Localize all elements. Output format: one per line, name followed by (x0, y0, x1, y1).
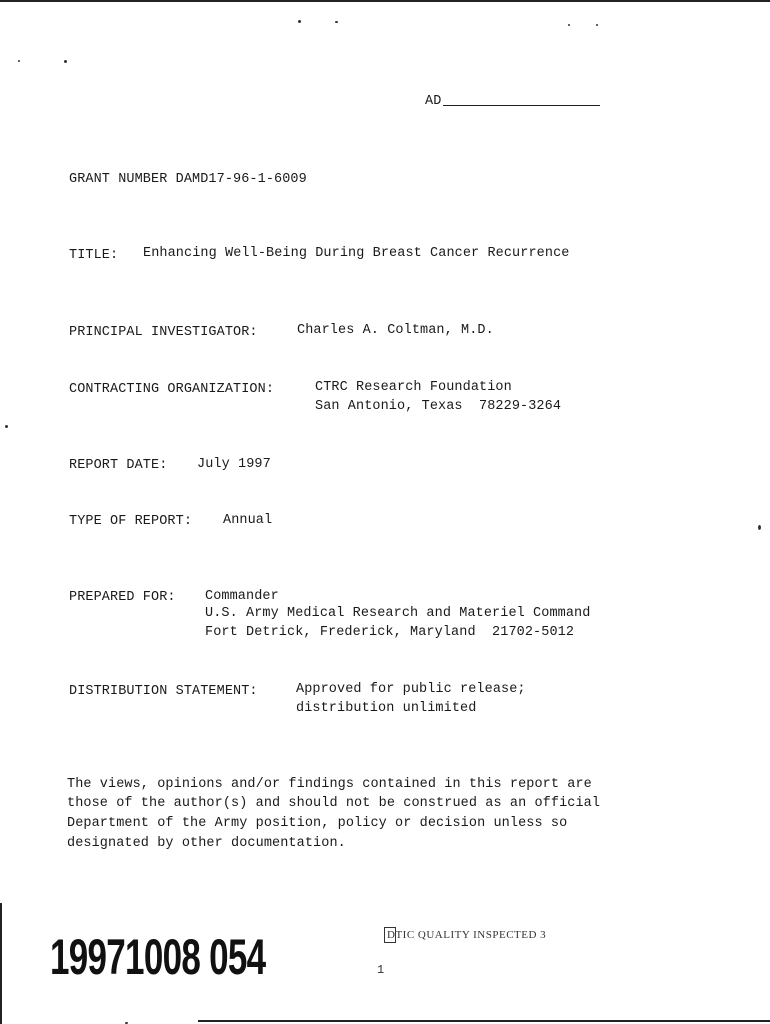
title-label: TITLE: (69, 248, 119, 263)
disclaimer-line4: designated by other documentation. (67, 836, 346, 851)
contracting-label: CONTRACTING ORGANIZATION: (69, 382, 275, 397)
scan-speck (568, 24, 570, 26)
accession-number: 19971008 054 (50, 929, 266, 985)
scan-speck (335, 21, 338, 23)
report-date-label: REPORT DATE: (69, 458, 168, 473)
report-type-value: Annual (223, 513, 273, 528)
prepared-for-line3: Fort Detrick, Frederick, Maryland 21702-5012 (205, 625, 575, 640)
ad-number-blank (443, 105, 600, 106)
disclaimer-line1: The views, opinions and/or findings contained in this report are (67, 777, 592, 792)
left-scan-edge (0, 903, 2, 1024)
contracting-line2: San Antonio, Texas 78229-3264 (315, 399, 562, 414)
distribution-line2: distribution unlimited (296, 701, 477, 716)
grant-number: GRANT NUMBER DAMD17-96-1-6009 (69, 172, 307, 187)
distribution-label: DISTRIBUTION STATEMENT: (69, 684, 258, 699)
scan-speck (18, 60, 20, 62)
bottom-border (198, 1020, 770, 1022)
top-border (0, 0, 770, 2)
scan-speck (64, 60, 67, 63)
quality-stamp: DTIC QUALITY INSPECTED 3 (387, 929, 547, 941)
prepared-for-line1: Commander (205, 589, 279, 604)
report-type-label: TYPE OF REPORT: (69, 514, 193, 529)
scan-speck (5, 425, 8, 428)
ad-label: AD (425, 94, 442, 109)
investigator-value: Charles A. Coltman, M.D. (297, 323, 494, 338)
scan-speck (298, 20, 301, 23)
scan-speck (596, 24, 598, 26)
disclaimer-line2: those of the author(s) and should not be construed as an official (67, 796, 601, 811)
distribution-line1: Approved for public release; (296, 682, 526, 697)
prepared-for-label: PREPARED FOR: (69, 590, 176, 605)
page-number: 1 (377, 963, 385, 977)
scan-speck (758, 525, 761, 530)
disclaimer-line3: Department of the Army position, policy or decision unless so (67, 816, 568, 831)
investigator-label: PRINCIPAL INVESTIGATOR: (69, 325, 258, 340)
title-value: Enhancing Well-Being During Breast Cancer Recurrence (143, 246, 570, 261)
report-date-value: July 1997 (197, 457, 271, 472)
prepared-for-line2: U.S. Army Medical Research and Materiel Command (205, 606, 591, 621)
contracting-line1: CTRC Research Foundation (315, 380, 512, 395)
